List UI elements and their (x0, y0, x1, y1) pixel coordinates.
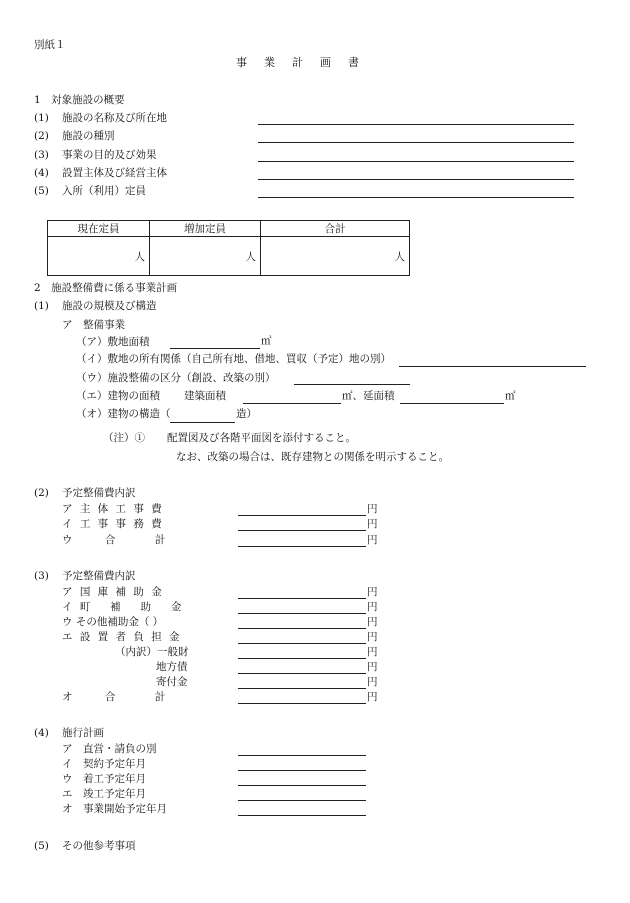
p3-number: (3) (34, 570, 49, 582)
p4-row-line[interactable] (238, 785, 366, 786)
p2-row-unit: 円 (367, 518, 378, 530)
p3-row-label: イ 町 補 助 金 (62, 601, 184, 613)
p3-breakdown-general: （内訳）一般財 (115, 646, 189, 658)
construction-type-label: （ウ）施設整備の区分（創設、改築の別） (76, 372, 276, 384)
p3-row-label: ア 国 庫 補 助 金 (62, 586, 164, 598)
p4-row-label: イ 契約予定年月 (62, 758, 146, 770)
site-ownership-label: （イ）敷地の所有関係（自己所有地、借地、買収（予定）地の別） (76, 353, 391, 365)
item-label: 施設の種別 (62, 130, 115, 142)
p4-number: (4) (34, 727, 49, 739)
p3-row-label: エ 設 置 者 負 担 金 (62, 631, 182, 643)
item-number: (2) (34, 130, 49, 142)
structure-label: （オ）建物の構造（ (76, 408, 171, 420)
cell-increase-capacity[interactable]: 人 (150, 237, 261, 276)
note-2: なお、改築の場合は、既存建物との関係を明示すること。 (176, 451, 449, 463)
item-label: 施設の名称及び所在地 (62, 112, 167, 124)
site-ownership-line[interactable] (399, 366, 586, 367)
capacity-table (47, 220, 410, 276)
site-area-label: （ア）敷地面積 (76, 336, 150, 348)
site-area-line[interactable] (170, 348, 260, 349)
page-title: 事 業 計 画 書 (236, 56, 362, 69)
blank-line[interactable] (258, 124, 574, 125)
blank-line[interactable] (258, 179, 574, 180)
p2-row-unit: 円 (367, 534, 378, 546)
p3-row-line[interactable] (238, 688, 366, 689)
section-1-heading: 1 対象施設の概要 (34, 94, 125, 106)
p3-label: 予定整備費内訳 (62, 570, 136, 582)
p3-row-line[interactable] (238, 613, 366, 614)
p4-row-label: ア 直営・請負の別 (62, 743, 157, 755)
p2-row-label: イ 工 事 事 務 費 (62, 518, 164, 530)
cell-total-capacity[interactable]: 人 (261, 237, 410, 276)
p3-row-unit: 円 (367, 676, 378, 688)
p3-row-line[interactable] (238, 658, 366, 659)
p2-row-label: ウ 合 計 (62, 534, 168, 546)
p3-row-unit: 円 (367, 586, 378, 598)
structure-suffix: 造） (236, 408, 257, 420)
p3-row-unit: 円 (367, 616, 378, 628)
p4-row-label: エ 竣工予定年月 (62, 788, 146, 800)
p1-label: 施設の規模及び構造 (62, 300, 157, 312)
item-label: 設置主体及び経営主体 (62, 167, 167, 179)
p3-row-unit: 円 (367, 691, 378, 703)
p5-label: その他参考事項 (62, 840, 136, 852)
p4-row-line[interactable] (238, 770, 366, 771)
p2-number: (2) (34, 487, 49, 499)
p3-row-line[interactable] (238, 598, 366, 599)
header-increase-capacity: 増加定員 (150, 221, 261, 237)
p3-row-unit: 円 (367, 646, 378, 658)
p3-row-label: ウ その他補助金（ ） (62, 616, 164, 628)
item-number: (5) (34, 185, 49, 197)
item-number: (4) (34, 167, 49, 179)
p1-sub-a: ア 整備事業 (62, 319, 125, 331)
p4-row-line[interactable] (238, 815, 366, 816)
header-total-capacity: 合計 (261, 221, 410, 237)
p1-number: (1) (34, 300, 49, 312)
p3-breakdown-local-bond: 地方債 (156, 661, 188, 673)
p5-number: (5) (34, 840, 49, 852)
note-label: （注）① (103, 432, 145, 444)
building-footprint-line[interactable] (243, 403, 341, 404)
p3-row-line[interactable] (238, 703, 366, 704)
total-floor-unit: ㎡ (505, 390, 516, 402)
p4-row-label: オ 事業開始予定年月 (62, 803, 167, 815)
item-number: (3) (34, 149, 49, 161)
item-label: 事業の目的及び効果 (62, 149, 157, 161)
site-area-unit: ㎡ (261, 335, 272, 347)
blank-line[interactable] (258, 161, 574, 162)
section-2-heading: 2 施設整備費に係る事業計画 (34, 282, 178, 294)
p2-row-label: ア 主 体 工 事 費 (62, 503, 164, 515)
p3-row-line[interactable] (238, 628, 366, 629)
construction-type-line[interactable] (294, 384, 410, 385)
item-label: 入所（利用）定員 (62, 185, 146, 197)
building-footprint-label: 建築面積 (184, 390, 226, 402)
p4-row-line[interactable] (238, 800, 366, 801)
note-1: 配置図及び各階平面図を添付すること。 (167, 432, 356, 444)
p3-row-label: オ 合 計 (62, 691, 168, 703)
p3-row-unit: 円 (367, 601, 378, 613)
p3-row-line[interactable] (238, 643, 366, 644)
total-floor-line[interactable] (400, 403, 504, 404)
header-current-capacity: 現在定員 (48, 221, 150, 237)
p4-label: 施行計画 (62, 727, 104, 739)
item-number: (1) (34, 112, 49, 124)
blank-line[interactable] (258, 197, 574, 198)
blank-line[interactable] (258, 142, 574, 143)
total-floor-label: ㎡、延面積 (342, 390, 395, 402)
p4-row-label: ウ 着工予定年月 (62, 773, 146, 785)
p2-row-unit: 円 (367, 503, 378, 515)
cell-current-capacity[interactable]: 人 (48, 237, 150, 276)
p2-row-line[interactable] (238, 546, 366, 547)
p2-label: 予定整備費内訳 (62, 487, 136, 499)
p2-row-line[interactable] (238, 515, 366, 516)
structure-line[interactable] (170, 422, 235, 423)
p3-row-line[interactable] (238, 673, 366, 674)
building-area-label: （エ）建物の面積 (76, 390, 160, 402)
p2-row-line[interactable] (238, 530, 366, 531)
p3-row-unit: 円 (367, 631, 378, 643)
p4-row-line[interactable] (238, 755, 366, 756)
attachment-label: 別紙１ (34, 39, 66, 51)
p3-breakdown-donation: 寄付金 (156, 676, 188, 688)
p3-row-unit: 円 (367, 661, 378, 673)
